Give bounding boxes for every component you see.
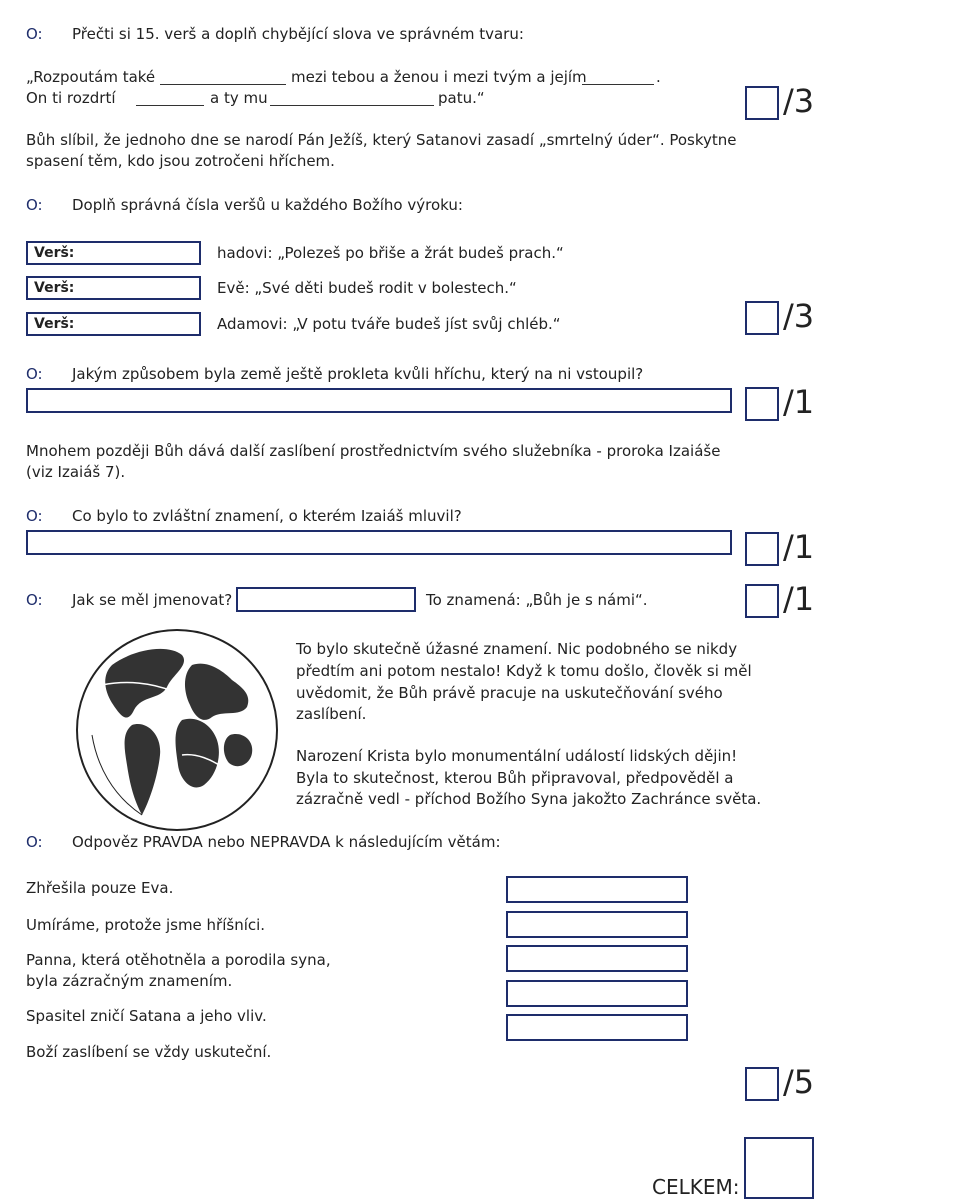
answer-field[interactable] bbox=[26, 530, 732, 555]
true-false-answer-box[interactable] bbox=[506, 911, 688, 938]
verse-text-part: On ti rozdrtí bbox=[26, 89, 116, 107]
score-label: /5 bbox=[783, 1063, 815, 1101]
fill-blank[interactable] bbox=[582, 84, 654, 85]
score-label: /1 bbox=[783, 528, 815, 566]
question-marker: O: bbox=[26, 833, 43, 851]
score-box[interactable] bbox=[745, 301, 779, 335]
question-marker: O: bbox=[26, 25, 43, 43]
true-false-statement: Umíráme, protože jsme hříšníci. bbox=[26, 916, 266, 934]
god-statement: Adamovi: „V potu tváře budeš jíst svůj chléb.“ bbox=[217, 315, 561, 333]
score-box[interactable] bbox=[745, 1067, 779, 1101]
score-label: /1 bbox=[783, 580, 815, 618]
true-false-answer-box[interactable] bbox=[506, 876, 688, 903]
verse-text-part: a ty mu bbox=[210, 89, 268, 107]
task6-prompt: Odpověz PRAVDA nebo NEPRAVDA k následujícím větám: bbox=[72, 833, 501, 851]
paragraph-line: (viz Izaiáš 7). bbox=[26, 463, 126, 481]
verse-number-box[interactable] bbox=[26, 241, 201, 265]
score-label: /3 bbox=[783, 297, 815, 335]
task5-prompt: Jak se měl jmenovat? bbox=[72, 591, 233, 609]
paragraph-line: Mnohem později Bůh dává další zaslíbení prostřednictvím svého služebníka - proroka Izaiáše bbox=[26, 442, 721, 460]
score-box[interactable] bbox=[745, 86, 779, 120]
true-false-answer-box[interactable] bbox=[506, 1014, 688, 1041]
verse-text-part: . bbox=[656, 68, 661, 86]
true-false-statement: Panna, která otěhotněla a porodila syna, bbox=[26, 951, 331, 969]
verse-number-box[interactable] bbox=[26, 312, 201, 336]
verse-text-part: mezi tebou a ženou i mezi tvým a jejím bbox=[291, 68, 587, 86]
true-false-statement: byla zázračným znamením. bbox=[26, 972, 233, 990]
score-label: /1 bbox=[783, 383, 815, 421]
side-text-line: Narození Krista bylo monumentální událostí lidských dějin! bbox=[296, 747, 738, 765]
name-answer-field[interactable] bbox=[236, 587, 416, 612]
true-false-statement: Zhřešila pouze Eva. bbox=[26, 879, 174, 897]
score-box[interactable] bbox=[745, 532, 779, 566]
side-text-line: To bylo skutečně úžasné znamení. Nic podobného se nikdy bbox=[296, 640, 738, 658]
fill-blank[interactable] bbox=[270, 105, 434, 106]
answer-field[interactable] bbox=[26, 388, 732, 413]
task4-prompt: Co bylo to zvláštní znamení, o kterém Izaiáš mluvil? bbox=[72, 507, 462, 525]
side-text-line: zaslíbení. bbox=[296, 705, 367, 723]
verse-label: Verš: bbox=[34, 245, 75, 261]
task2-prompt: Doplň správná čísla veršů u každého Božího výroku: bbox=[72, 196, 463, 214]
question-marker: O: bbox=[26, 507, 43, 525]
true-false-statement: Boží zaslíbení se vždy uskuteční. bbox=[26, 1043, 272, 1061]
score-label: /3 bbox=[783, 82, 815, 120]
side-text-line: uvědomit, že Bůh právě pracuje na uskutečňování svého bbox=[296, 684, 723, 702]
side-text-line: zázračně vedl - příchod Božího Syna jakožto Zachránce světa. bbox=[296, 790, 762, 808]
paragraph-line: spasení těm, kdo jsou zotročeni hříchem. bbox=[26, 152, 335, 170]
paragraph-line: Bůh slíbil, že jednoho dne se narodí Pán Ježíš, který Satanovi zasadí „smrtelný úder“. Poskytne bbox=[26, 131, 737, 149]
true-false-answer-box[interactable] bbox=[506, 980, 688, 1007]
true-false-statement: Spasitel zničí Satana a jeho vliv. bbox=[26, 1007, 267, 1025]
score-box[interactable] bbox=[745, 584, 779, 618]
question-marker: O: bbox=[26, 591, 43, 609]
question-marker: O: bbox=[26, 365, 43, 383]
score-box[interactable] bbox=[745, 387, 779, 421]
god-statement: Evě: „Své děti budeš rodit v bolestech.“ bbox=[217, 279, 517, 297]
verse-text-part: patu.“ bbox=[438, 89, 485, 107]
side-text-line: Byla to skutečnost, kterou Bůh připravoval, předpověděl a bbox=[296, 769, 734, 787]
fill-blank[interactable] bbox=[136, 105, 204, 106]
name-meaning: To znamená: „Bůh je s námi“. bbox=[426, 591, 648, 609]
total-score-box[interactable] bbox=[744, 1137, 814, 1199]
verse-text-part: „Rozpoutám také bbox=[26, 68, 156, 86]
total-label: CELKEM: bbox=[652, 1175, 740, 1199]
verse-number-box[interactable] bbox=[26, 276, 201, 300]
god-statement: hadovi: „Polezeš po břiše a žrát budeš prach.“ bbox=[217, 244, 564, 262]
verse-label: Verš: bbox=[34, 280, 75, 296]
task1-prompt: Přečti si 15. verš a doplň chybějící slova ve správném tvaru: bbox=[72, 25, 524, 43]
true-false-answer-box[interactable] bbox=[506, 945, 688, 972]
verse-label: Verš: bbox=[34, 316, 75, 332]
globe-illustration bbox=[72, 625, 282, 835]
task3-prompt: Jakým způsobem byla země ještě prokleta kvůli hříchu, který na ni vstoupil? bbox=[72, 365, 644, 383]
side-text-line: předtím ani potom nestalo! Když k tomu došlo, člověk si měl bbox=[296, 662, 752, 680]
fill-blank[interactable] bbox=[160, 84, 286, 85]
question-marker: O: bbox=[26, 196, 43, 214]
